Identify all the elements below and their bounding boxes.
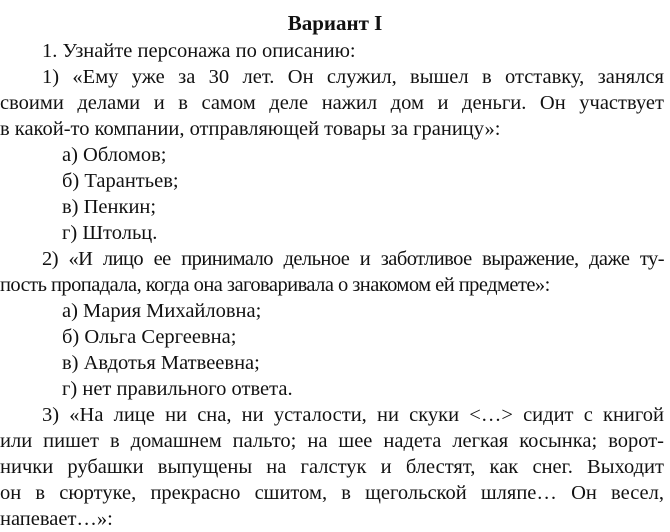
question-1-option-d: г) Штольц. — [62, 222, 158, 244]
question-3-line-3: нички рубашки выпущены на галстук и блестят, как снег. Выходит — [0, 456, 664, 478]
task-heading: 1. Узнайте персонажа по описанию: — [42, 40, 356, 62]
question-3-line-2: или пишет в домашнем пальто; на шее надета легкая косынка; ворот- — [0, 430, 664, 452]
question-1-option-b: б) Тарантьев; — [62, 170, 179, 192]
question-1-option-c: в) Пенкин; — [62, 196, 157, 218]
question-1-line-2: своими делами и в самом деле нажил дом и деньги. Он участвует — [0, 92, 664, 114]
question-2-option-d: г) нет правильного ответа. — [62, 378, 293, 400]
question-2-option-a: а) Мария Михайловна; — [62, 300, 262, 322]
question-1-line-3: в какой-то компании, отправляющей товары за границу»: — [0, 118, 501, 140]
question-1-line-1: 1) «Ему уже за 30 лет. Он служил, вышел в отставку, занялся — [42, 66, 664, 88]
question-3-line-4: он в сюртуке, прекрасно сшитом, в щегольской шляпе… Он весел, — [0, 482, 664, 504]
question-3-line-1: 3) «На лице ни сна, ни усталости, ни скуки <…> сидит с книгой — [42, 404, 664, 426]
question-2-line-2: пость пропадала, когда она заговаривала о знакомом ей предмете»: — [0, 274, 550, 296]
variant-title: Вариант I — [287, 11, 383, 35]
question-2-line-1: 2) «И лицо ее принимало дельное и заботливое выражение, даже ту- — [42, 248, 664, 270]
question-2-option-c: в) Авдотья Матвеевна; — [62, 352, 260, 374]
question-2-option-b: б) Ольга Сергеевна; — [62, 326, 237, 348]
question-3-line-5: напевает…»: — [0, 508, 113, 530]
question-1-option-a: а) Обломов; — [62, 144, 167, 166]
